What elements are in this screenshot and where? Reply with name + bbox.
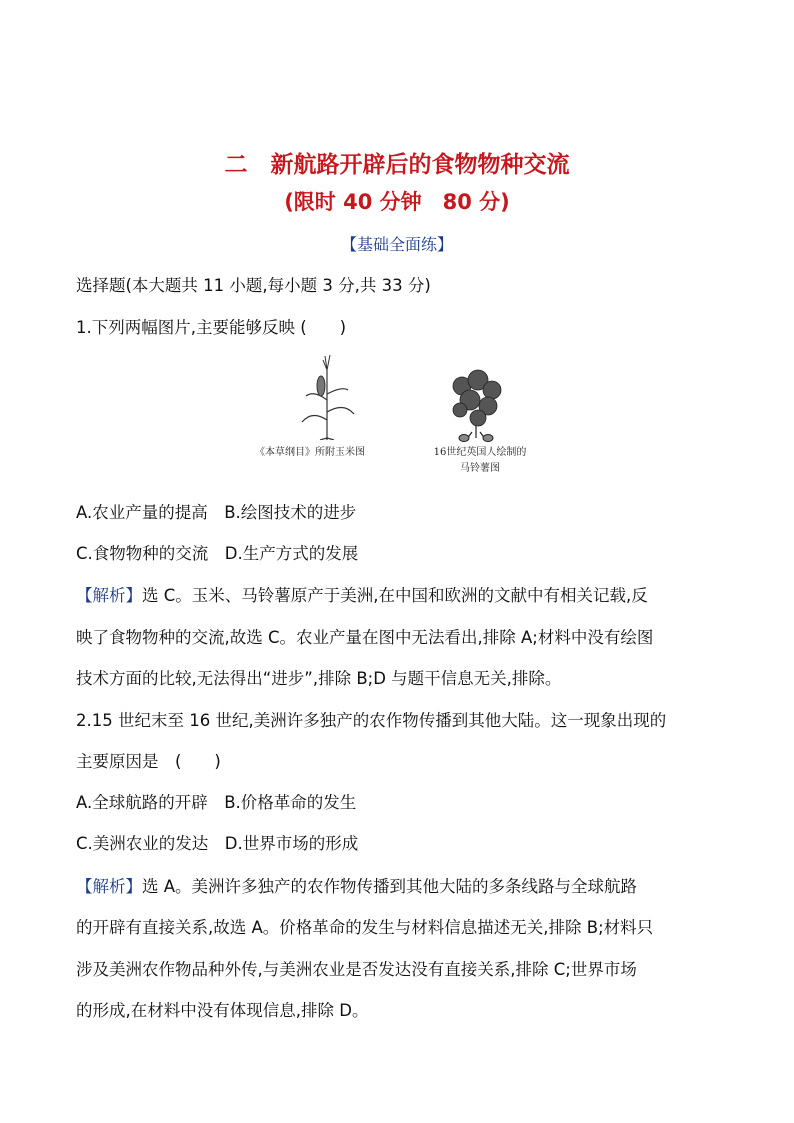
caption-potato-line1: 16世纪英国人绘制的: [433, 447, 527, 458]
q1-figure: [220, 350, 560, 480]
potato-plant-illustration: [442, 368, 512, 443]
q2-analysis-line2: 的开辟有直接关系,故选 A。价格革命的发生与材料信息描述无关,排除 B;材料只: [76, 918, 654, 937]
question-intro: 选择题(本大题共 11 小题,每小题 3 分,共 33 分): [76, 276, 431, 295]
q2-options-cd: C.美洲农业的发达 D.世界市场的形成: [76, 834, 359, 853]
section-heading: 【基础全面练】: [340, 235, 453, 254]
q2-stem-line2: 主要原因是 ( ): [76, 752, 221, 771]
q1-analysis-line3: 技术方面的比较,无法得出“进步”,排除 B;D 与题干信息无关,排除。: [76, 669, 562, 688]
page-subtitle: (限时 40 分钟 80 分): [284, 190, 510, 214]
q2-analysis-line1: 【解析】选 A。美洲许多独产的农作物传播到其他大陆的多条线路与全球航路: [76, 877, 638, 896]
q1-options-ab: A.农业产量的提高 B.绘图技术的进步: [76, 503, 357, 522]
analysis-label: 【解析】: [76, 877, 142, 896]
q2-analysis-line4: 的形成,在材料中没有体现信息,排除 D。: [76, 1001, 369, 1020]
q2-stem-line1: 2.15 世纪末至 16 世纪,美洲许多独产的农作物传播到其他大陆。这一现象出现的: [76, 711, 667, 730]
q2-analysis-line3: 涉及美洲农作物品种外传,与美洲农业是否发达没有直接关系,排除 C;世界市场: [76, 960, 637, 979]
q2-options-ab: A.全球航路的开辟 B.价格革命的发生: [76, 793, 357, 812]
analysis-label: 【解析】: [76, 586, 142, 605]
caption-corn: 《本草纲目》所附玉米图: [255, 447, 365, 458]
corn-plant-illustration: [292, 350, 362, 440]
q1-stem: 1.下列两幅图片,主要能够反映 ( ): [76, 318, 347, 337]
page-title: 二 新航路开辟后的食物物种交流: [224, 152, 570, 178]
caption-potato-line2: 马铃薯图: [460, 463, 500, 474]
q1-analysis-line2: 映了食物物种的交流,故选 C。农业产量在图中无法看出,排除 A;材料中没有绘图: [76, 628, 654, 647]
q1-options-cd: C.食物物种的交流 D.生产方式的发展: [76, 544, 359, 563]
q1-analysis-line1: 【解析】选 C。玉米、马铃薯原产于美洲,在中国和欧洲的文献中有相关记载,反: [76, 586, 648, 605]
